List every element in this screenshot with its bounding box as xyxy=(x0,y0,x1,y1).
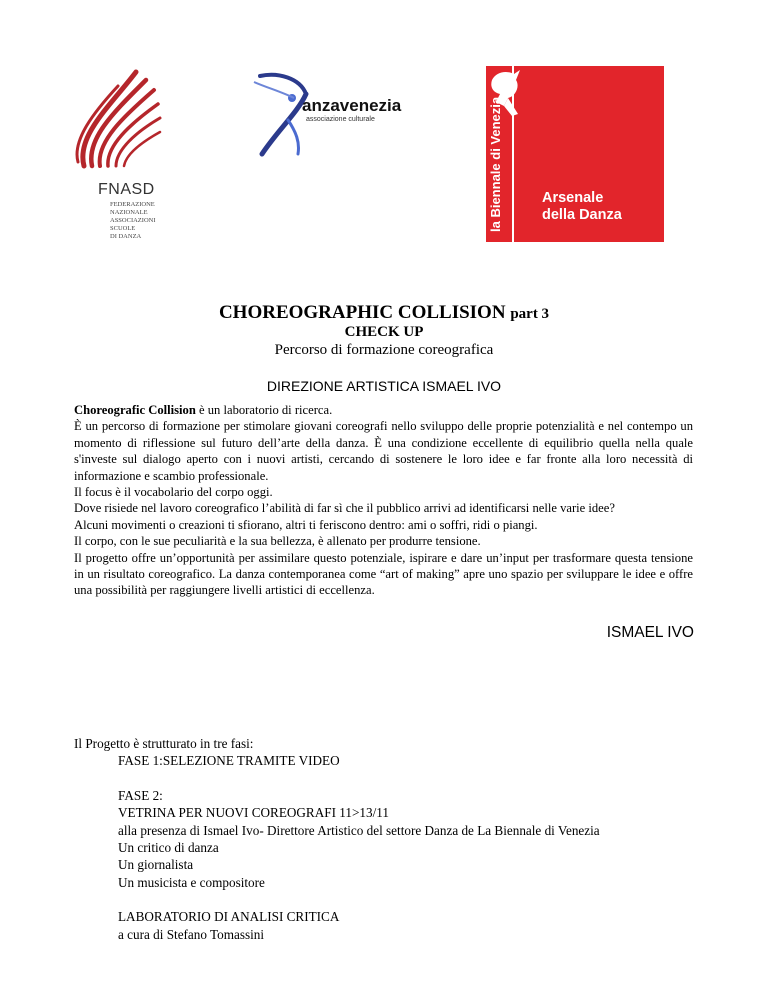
danzavenezia-logo xyxy=(248,68,428,160)
page-subtitle: CHECK UP xyxy=(344,324,424,340)
biennale-arsenale: Arsenale della Danza xyxy=(542,190,622,223)
intro-paragraph: È un percorso di formazione per stimolare giovani coreografi nello sviluppo delle proprie potenzialità e nel contempo un momento di riflessione sul futuro dell’arte della danza. È una condizione eccellente di equilibrio quella nella quale s'investe sul dialogo aperto con i nuovi artisti, cercando di sostenere le loro idee e far fronte alla loro necessità di informazione e scambio professionale. xyxy=(74,419,693,483)
intro-text xyxy=(74,402,693,599)
intro-paragraph: Il progetto offre un’opportunità per assimilare questo potenziale, ispirare e dare un’input per trasformare questa tensione in un risultato coreografico. La danza contemporanea come “art of making” apre uno spazio per sviluppare le idee e offre una possibilità per raggiungere livelli artistici di eccellenza. xyxy=(74,550,693,598)
fase-2-line: Un musicista e compositore xyxy=(118,874,265,890)
signature: ISMAEL IVO xyxy=(606,624,694,641)
fnasd-flame-icon xyxy=(70,66,166,174)
danzavenezia-name: anzavenezia xyxy=(302,96,402,115)
project-intro: Il Progetto è strutturato in tre fasi: xyxy=(74,736,254,751)
fase-2-label: FASE 2: xyxy=(118,787,163,803)
intro-paragraph: Alcuni movimenti o creazioni ti sfiorano, altri ti feriscono dentro: ami o soffri, ridi o piangi. xyxy=(74,517,538,532)
fase-1: FASE 1:SELEZIONE TRAMITE VIDEO xyxy=(118,753,340,769)
intro-paragraph: Il focus è il vocabolario del corpo oggi. xyxy=(74,485,273,500)
lab-by: a cura di Stefano Tomassini xyxy=(118,926,265,942)
fnasd-logo xyxy=(70,66,166,240)
intro-paragraph: Il corpo, con le sue peculiarità e la sua bellezza, è allenato per produrre tensione. xyxy=(74,534,481,549)
intro-first-line: Choreografic Collision è un laboratorio di ricerca. xyxy=(74,403,333,417)
fase-2-line: Un critico di danza xyxy=(118,840,219,856)
danzavenezia-sub: associazione culturale xyxy=(306,116,375,123)
fase-2-title: VETRINA PER NUOVI COREOGRAFI 11>13/11 xyxy=(118,805,389,821)
lab-title: LABORATORIO DI ANALISI CRITICA xyxy=(118,909,340,925)
intro-paragraph: Dove risiede nel lavoro coreografico l’abilità di far sì che il pubblico arrivi ad identificarsi nelle varie idee? xyxy=(74,501,615,516)
fnasd-subtitle: FEDERAZIONE NAZIONALE ASSOCIAZIONI SCUOLE DI DANZA xyxy=(110,201,156,240)
title-part: part 3 xyxy=(510,306,550,322)
fnasd-name: FNASD xyxy=(98,181,155,198)
biennale-divider xyxy=(512,66,514,242)
page-tagline: Percorso di formazione coreografica xyxy=(274,342,494,358)
artistic-direction: DIREZIONE ARTISTICA ISMAEL IVO xyxy=(266,378,502,394)
biennale-vertical-text: la Biennale di Venezia xyxy=(488,96,503,232)
project-phases xyxy=(74,735,714,943)
biennale-logo xyxy=(486,66,664,242)
fase-2-line: Un giornalista xyxy=(118,857,194,873)
page-title: CHOREOGRAPHIC COLLISION part 3 xyxy=(218,302,550,323)
fase-2-line: alla presenza di Ismael Ivo- Direttore Artistico del settore Danza de La Biennale di Venezia xyxy=(118,822,600,838)
